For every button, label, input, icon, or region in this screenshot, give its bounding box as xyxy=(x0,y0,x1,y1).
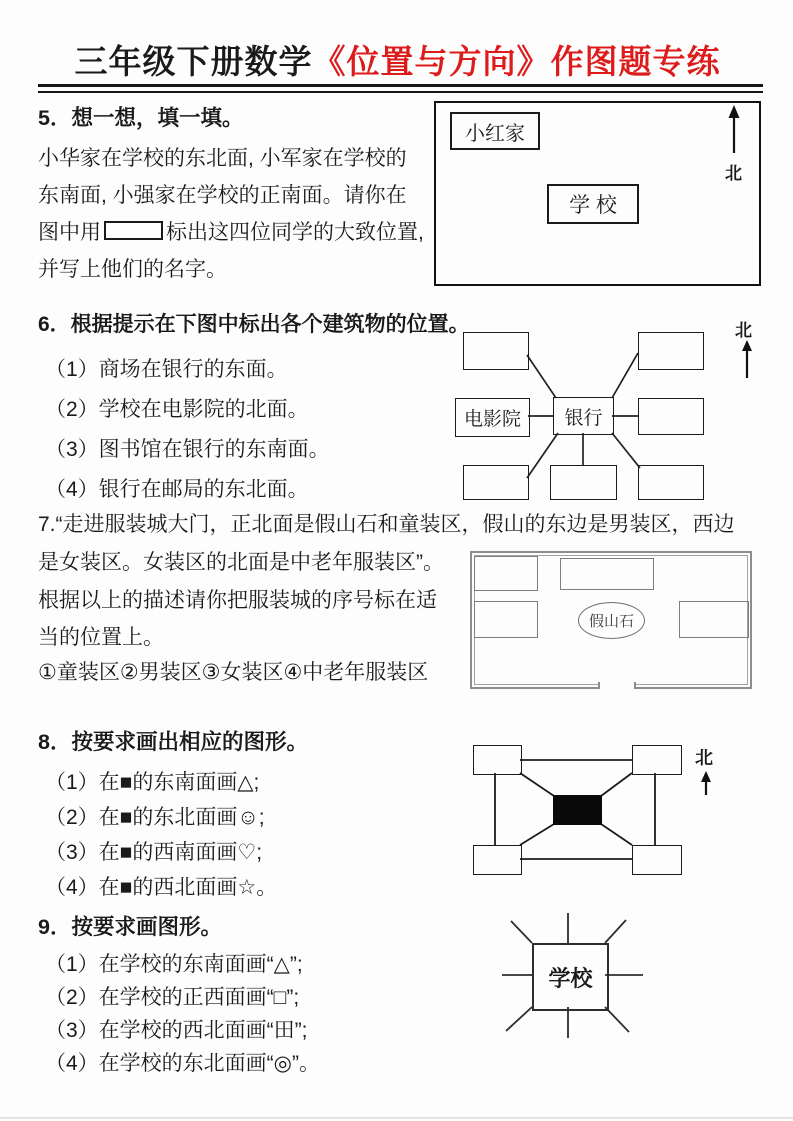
problem-9-item-3: （3）在学校的西北面画“田”; xyxy=(45,1019,308,1042)
page-title xyxy=(34,36,761,83)
problem-9-item-1: （1）在学校的东南面画“△”; xyxy=(45,953,303,976)
black-square-reference xyxy=(553,795,602,825)
problem-5-heading: 5．想一想，填一填。 xyxy=(38,106,244,130)
north-label: 北 xyxy=(695,748,713,768)
problem-5-line3-pre: 图中用 xyxy=(38,221,101,244)
problem-9-item-2: （2）在学校的正西面画“□”; xyxy=(45,986,300,1009)
zone-box-top-center xyxy=(560,558,654,590)
problem-5-line2: 东南面, 小强家在学校的正南面。请你在 xyxy=(38,184,407,207)
problem-7-line1: 7.“走进服装城大门，正北面是假山石和童装区，假山的东边是男装区，西边 xyxy=(38,513,735,536)
cinema-box: 电影院 xyxy=(455,398,530,437)
empty-building-box-bottom-center xyxy=(550,465,617,500)
page-bottom-edge xyxy=(0,1117,793,1119)
title-black-part: 三年级下册数学 xyxy=(74,43,313,80)
empty-building-box-right xyxy=(638,398,704,435)
problem-5-line1: 小华家在学校的东北面, 小军家在学校的 xyxy=(38,147,407,170)
gate-opening xyxy=(600,680,634,690)
inline-answer-box xyxy=(104,221,163,240)
school-box: 学校 xyxy=(532,943,609,1011)
problem-8-item-4: （4）在■的西北面画☆。 xyxy=(45,876,278,899)
problem-5-text xyxy=(38,101,424,288)
problem-8-item-2: （2）在■的东北面画☺; xyxy=(45,806,265,829)
problem-7-line3: 根据以上的描述请你把服装城的序号标在适 xyxy=(38,589,437,612)
problem-9-heading: 9．按要求画图形。 xyxy=(38,915,222,939)
problem-8-item-1: （1）在■的东南面画△; xyxy=(45,771,260,794)
bank-box: 银行 xyxy=(553,397,614,435)
problem-5-line3 xyxy=(38,214,424,251)
gate-tick-right xyxy=(634,682,636,689)
rockery-stone-ellipse: 假山石 xyxy=(578,602,645,639)
problem-7-line2: 是女装区。女装区的北面是中老年服装区”。 xyxy=(38,551,444,574)
gate-tick-left xyxy=(598,682,600,689)
problem-7-line5: ①童装区②男装区③女装区④中老年服装区 xyxy=(38,661,429,684)
problem-6-item-4: （4）银行在邮局的东北面。 xyxy=(45,478,309,501)
title-divider xyxy=(38,84,763,93)
problem-9-item-4: （4）在学校的东北面画“◎”。 xyxy=(45,1052,320,1075)
problem-5-line4: 并写上他们的名字。 xyxy=(38,258,227,281)
xiaohong-home-box: 小红家 xyxy=(450,112,540,150)
problem-8-item-3: （3）在■的西南面画♡; xyxy=(45,841,263,864)
problem-6-item-3: （3）图书馆在银行的东南面。 xyxy=(45,438,330,461)
empty-building-box-top-right xyxy=(638,332,704,370)
zone-box-middle-right xyxy=(679,601,749,638)
corner-box-bottom-right xyxy=(632,845,682,875)
north-arrow-icon xyxy=(436,103,759,284)
problem-9-text xyxy=(38,910,320,1080)
north-label: 北 xyxy=(725,164,742,183)
problem-6-text xyxy=(38,308,470,510)
problem-6-item-1: （1）商场在银行的东面。 xyxy=(45,358,288,381)
problem-5-diagram xyxy=(434,101,761,286)
problem-6-heading: 6．根据提示在下图中标出各个建筑物的位置。 xyxy=(38,313,470,336)
empty-building-box-top-left xyxy=(463,332,529,370)
problem-9-diagram xyxy=(495,905,660,1045)
problem-8-diagram xyxy=(465,740,723,880)
problem-8-heading: 8．按要求画出相应的图形。 xyxy=(38,730,308,754)
empty-building-box-bottom-left xyxy=(463,465,529,500)
zone-box-middle-left xyxy=(474,601,538,638)
north-label: 北 xyxy=(735,321,752,340)
problem-7-diagram xyxy=(470,551,752,689)
zone-box-top-left xyxy=(474,556,538,591)
title-red-part: 《位置与方向》作图题专练 xyxy=(312,43,721,80)
corner-box-top-right xyxy=(632,745,682,775)
problem-8-text xyxy=(38,725,308,905)
problem-7-line4: 当的位置上。 xyxy=(38,626,164,649)
problem-6-item-2: （2）学校在电影院的北面。 xyxy=(45,398,309,421)
school-box: 学 校 xyxy=(547,184,639,224)
empty-building-box-bottom-right xyxy=(638,465,704,500)
corner-box-top-left xyxy=(473,745,522,775)
problem-6-diagram xyxy=(440,310,793,510)
corner-box-bottom-left xyxy=(473,845,522,875)
problem-5-line3-post: 标出这四位同学的大致位置, xyxy=(166,221,424,244)
